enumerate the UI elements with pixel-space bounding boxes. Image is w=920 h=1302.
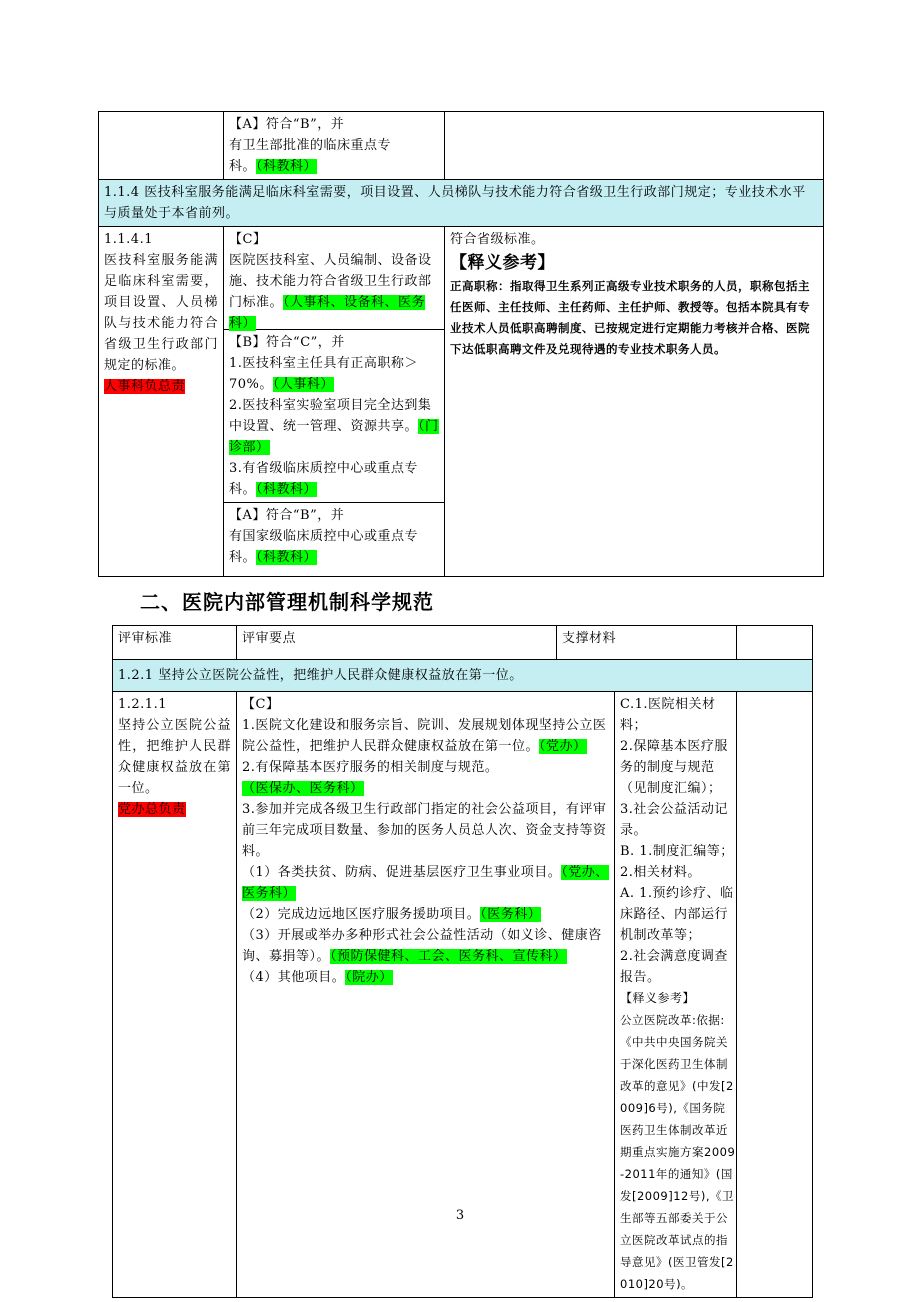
responsible-dept-tag: （科教科） bbox=[256, 482, 318, 497]
responsible-dept-tag: （门诊部） bbox=[229, 419, 439, 455]
term-label: 正高职称： bbox=[450, 279, 510, 293]
responsible-dept-tag: （医保办、医务科） bbox=[242, 781, 364, 796]
key-point-3-sub-1: （1）各类扶贫、防病、促进基层医疗卫生事业项目。 bbox=[242, 865, 562, 880]
grade-a-text: 有国家级临床质控中心或重点专科。 bbox=[229, 529, 419, 565]
table-row bbox=[99, 180, 824, 227]
table-row bbox=[99, 227, 824, 577]
grade-b-title: 【B】符合“C”，并 bbox=[229, 335, 345, 350]
grade-a-title: 【A】符合“B”，并 bbox=[229, 508, 345, 523]
table-header-row bbox=[113, 626, 813, 660]
header-empty bbox=[737, 626, 812, 630]
header-materials: 支撑材料 bbox=[562, 631, 617, 646]
key-point-3-sub-4: （4）其他项目。 bbox=[242, 970, 346, 985]
standard-description: 坚持公立医院公益性，把维护人民群众健康权益放在第一位。 bbox=[118, 718, 231, 796]
owner-tag: 人事科负总责 bbox=[104, 379, 186, 394]
grade-c-title: 【C】 bbox=[242, 697, 280, 712]
material-item: 3.社会公益活动记录。 bbox=[620, 802, 728, 838]
responsible-dept-tag: （党办、医务科） bbox=[242, 865, 609, 901]
note-heading: 【释义参考】 bbox=[620, 991, 696, 1005]
responsible-dept-tag: （科教科） bbox=[256, 550, 318, 565]
material-item: B. 1.制度汇编等； bbox=[620, 844, 734, 859]
grade-b-item-3: 3.有省级临床质控中心或重点专科。 bbox=[229, 461, 418, 497]
responsible-dept-tag: （院办） bbox=[345, 970, 393, 985]
support-note: 符合省级标准。 bbox=[450, 232, 545, 247]
material-item: 2.保障基本医疗服务的制度与规范（见制度汇编）； bbox=[620, 739, 728, 796]
material-item: A. 1.预约诊疗、临床路径、内部运行机制改革等； bbox=[620, 886, 734, 943]
standard-band: 1.1.4 医技科室服务能满足临床科室需要，项目设置、人员梯队与技术能力符合省级卫生行政部门规定；专业技术水平与质量处于本省前列。 bbox=[104, 185, 806, 221]
key-point-3-sub-3: （3）开展或举办多种形式社会公益性活动（如义诊、健康咨询、募捐等）。 bbox=[242, 928, 602, 964]
responsible-dept-tag: （科教科） bbox=[256, 159, 318, 174]
grade-c-title: 【C】 bbox=[229, 232, 267, 247]
note-text: 公立医院改革:依据:《中共中央国务院关于深化医药卫生体制改革的意见》(中发[2009]6号),《国务院医药卫生体制改革近期重点实施方案2009-2011年的通知》(国发[2009]12号),《卫生部等五部委关于公立医院改革试点的指导意见》(医卫管发[2010]20号)。 bbox=[620, 1013, 736, 1291]
owner-tag: 党办总负责 bbox=[118, 802, 186, 817]
grade-a-text: 有卫生部批准的临床重点专 科。（科教科） bbox=[229, 138, 392, 174]
header-standard: 评审标准 bbox=[118, 631, 173, 646]
page-number: 3 bbox=[455, 1208, 465, 1223]
section-heading: 二、医院内部管理机制科学规范 bbox=[140, 590, 434, 614]
grade-c-text: 医院医技科室、人员编制、设备设施、技术能力符合省级卫生行政部门标准。 bbox=[229, 253, 432, 310]
material-item: 2.社会满意度调查报告。 bbox=[620, 949, 728, 985]
term-definition: 指取得卫生系列正高级专业技术职务的人员，职称包括主任医师、主任技师、主任药师、主任护师、教授等。包括本院具有专业技术人员低职高聘制度、已按规定进行定期能力考核并合格、医院下达低职高聘文件及兑现待遇的专业技术职务人员。 bbox=[450, 279, 810, 356]
header-key-points: 评审要点 bbox=[242, 631, 297, 646]
table-row bbox=[113, 660, 813, 692]
key-point-2: 2.有保障基本医疗服务的相关制度与规范。 bbox=[242, 760, 499, 775]
key-point-3: 3.参加并完成各级卫生行政部门指定的社会公益项目，有评审前三年完成项目数量、参加的医务人员总人次、资金支持等资料。 bbox=[242, 802, 607, 859]
standard-band: 1.2.1 坚持公立医院公益性，把维护人民群众健康权益放在第一位。 bbox=[118, 668, 523, 683]
standard-description: 医技科室服务能满足临床科室需要，项目设置、人员梯队与技术能力符合省级卫生行政部门规定的标准。 bbox=[104, 253, 218, 373]
key-point-1: 1.医院文化建设和服务宗旨、院训、发展规划体现坚持公立医院公益性，把维护人民群众健康权益放在第一位。 bbox=[242, 718, 607, 754]
table-row bbox=[113, 692, 813, 1298]
key-point-3-sub-2: （2）完成边远地区医疗服务援助项目。 bbox=[242, 907, 481, 922]
grade-b-item-2: 2.医技科室实验室项目完全达到集中设置、统一管理、资源共享。 bbox=[229, 398, 432, 434]
responsible-dept-tag: （预防保健科、工会、医务科、宣传科） bbox=[330, 949, 567, 964]
material-item: C.1.医院相关材料； bbox=[620, 697, 716, 733]
standards-table-2 bbox=[112, 625, 813, 1298]
responsible-dept-tag: （人事科、设备科、医务科） bbox=[229, 295, 426, 331]
note-heading: 【释义参考】 bbox=[450, 253, 555, 273]
grade-b-item-1: 1.医技科室主任具有正高职称＞70%。 bbox=[229, 356, 418, 392]
table-row bbox=[99, 112, 824, 180]
responsible-dept-tag: （人事科） bbox=[272, 377, 334, 392]
standard-code: 1.1.4.1 bbox=[104, 232, 153, 247]
standards-table-1 bbox=[98, 111, 824, 577]
material-item: 2.相关材料。 bbox=[620, 865, 701, 880]
grade-a-title: 【A】符合“B”，并 bbox=[229, 117, 345, 132]
responsible-dept-tag: （医务科） bbox=[480, 907, 542, 922]
responsible-dept-tag: （党办） bbox=[539, 739, 587, 754]
standard-code: 1.2.1.1 bbox=[118, 697, 167, 712]
